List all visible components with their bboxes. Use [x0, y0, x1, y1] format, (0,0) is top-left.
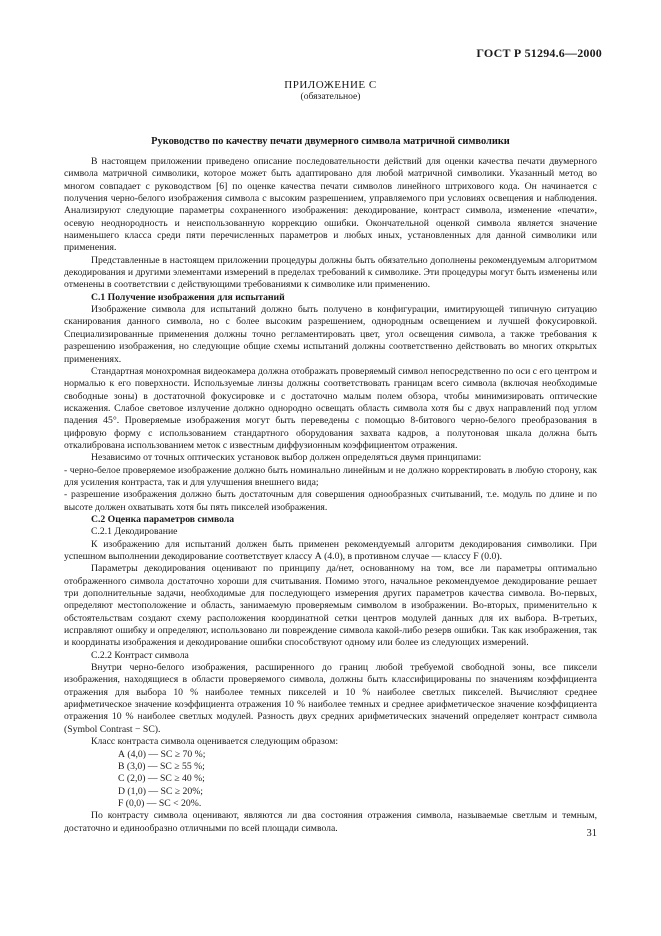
- paragraph: К изображению для испытаний должен быть применен рекомендуемый алгоритм декодирования символики. При успешном выполнении декодирование соответствует классу А (4.0), в противном случае — классу F (0.0).: [64, 538, 597, 562]
- paragraph: - черно-белое проверяемое изображение должно быть номинально линейным и не должно корректировать в любую сторону, как для усиления контраста, так и для улучшения внешнего вида;: [64, 464, 597, 488]
- paragraph: - разрешение изображения должно быть достаточным для совершения однообразных считываний, т.е. модуль по длине и по высоте должен охватывать хотя бы пять пикселей изображения.: [64, 489, 597, 513]
- grade-item: С (2,0) — SC ≥ 40 %;: [118, 773, 205, 785]
- paragraph: Изображение символа для испытаний должно быть получено в конфигурации, имитирующей типичную ситуацию сканирования данного символа, но с более высоким разрешением, однородным освещением и лучшей фокусировкой. Специализированные применения должны точно регламентировать цвет, угол освещения символа, а также требования к разрешению изображения, но следующие общие схемы испытаний должны соответственно действовать во многих открытых применениях.: [64, 304, 597, 365]
- section-heading-c1: С.1 Получение изображения для испытаний: [91, 291, 285, 303]
- grade-item: В (3,0) — SC ≥ 55 %;: [118, 760, 205, 772]
- paragraph: Класс контраста символа оценивается следующим образом:: [91, 736, 339, 748]
- subsection-heading-c21: С.2.1 Декодирование: [91, 526, 178, 538]
- paragraph: Стандартная монохромная видеокамера должна отображать проверяемый символ непосредственно по оси с его центром и нормалью к его поверхности. Используемые линзы должны соответствовать границам всего символа (включая необходимые свободные зоны) в достаточной фокусировке и с достаточно малым полем обзора, чтобы минимизировать оптические искажения. Слабое световое излучение должно однородно освещать область символа хотя бы с двух направлений под углом падения 45°. Проверяемые изображения могут быть переведены с помощью 8-битового черно-белого преобразования в цифровую форму с использованием стандартного оборудования захвата кадров, а полутоновая шкала должна быть откалибрована использованием меток с известным диффузионным коэффициентом отражения.: [64, 365, 597, 451]
- document-title: Руководство по качеству печати двумерного символа матричной символики: [151, 136, 510, 147]
- appendix-title: ПРИЛОЖЕНИЕ С: [284, 79, 377, 91]
- paragraph: Внутри черно-белого изображения, расширенного до границ любой требуемой свободной зоны, все пиксели изображения, находящиеся в области проверяемого символа, должны быть классифицированы по значениям коэффициента отражения для выбора 10 % наиболее темных пикселей и 10 % наиболее светлых пикселей. Вычисляют среднее арифметическое значение коэффициента отражения 10 % наиболее темных и среднее арифметическое значение коэффициента отражения 10 % наиболее светлых модулей. Разность двух средних арифметических значений определяет контраст символа (Symbol Contrast − SC).: [64, 662, 597, 735]
- standard-header: ГОСТ Р 51294.6—2000: [476, 46, 602, 60]
- subsection-heading-c22: С.2.2 Контраст символа: [91, 649, 189, 661]
- paragraph: Представленные в настоящем приложении процедуры должны быть обязательно дополнены рекомендуемым алгоритмом декодирования и другими элементами измерений в пределах требований к символике. Эти процедуры могут быть изменены или отменены в соответствии с действующими требованиями к символике или применению.: [64, 254, 597, 291]
- grade-item: А (4,0) — SC ≥ 70 %;: [118, 748, 206, 760]
- paragraph: Независимо от точных оптических установок выбор должен определяться двумя принципами:: [91, 452, 482, 464]
- document-body: [64, 156, 597, 835]
- grade-item: D (1,0) — SC ≥ 20%;: [118, 785, 203, 797]
- paragraph: По контрасту символа оценивают, являются ли два состояния отражения символа, называемые светлым и темным, достаточно и единообразно отличными по всей площади символа.: [64, 810, 597, 834]
- appendix-subtitle: (обязательное): [300, 91, 361, 102]
- paragraph: Параметры декодирования оценивают по принципу да/нет, основанному на том, все ли параметры оптимально отображенного символа достаточно хороши для считывания. Помимо этого, начальное рекомендуемое декодирование решает три дополнительные задачи, необходимые для последующего измерения других параметров качества символа. Во-первых, определяют местоположение и область, занимаемую проверяемым символом в изображении. Во-вторых, применительно к обстоятельствам создают схему расположения координатной сетки центров модулей данных для их выбора. В-третьих, исправляют ошибку и определяют, использовано ли повреждение символа какой-либо резерв ошибки. Так как изображения, так и координаты изображения и декодирование ошибки способствуют одному или более из следующих измерений.: [64, 563, 597, 649]
- grade-item: F (0,0) — SC < 20%.: [118, 797, 202, 809]
- paragraph: В настоящем приложении приведено описание последовательности действий для оценки качества печати двумерного символа матричной символики, которое может быть адаптировано для любой матричной символики. Указанный метод во многом совпадает с руководством [6] по оценке качества печати символов линейного штрихового кода. Он начинается с получения черно-белого изображения символа с высоким разрешением, управляемого при условиях освещения и наблюдения. Анализируют следующие параметры сохраненного изображения: декодирование, контраст символа, изменение «печати», осевую неоднородность и неиспользованную коррекцию ошибки. Окончательной оценкой символа является значение наименьшего класса среди пяти перечисленных параметров и любых иных, установленных для данной символики или применения.: [64, 156, 597, 254]
- section-heading-c2: С.2 Оценка параметров символа: [91, 513, 235, 525]
- page-number: 31: [586, 828, 597, 839]
